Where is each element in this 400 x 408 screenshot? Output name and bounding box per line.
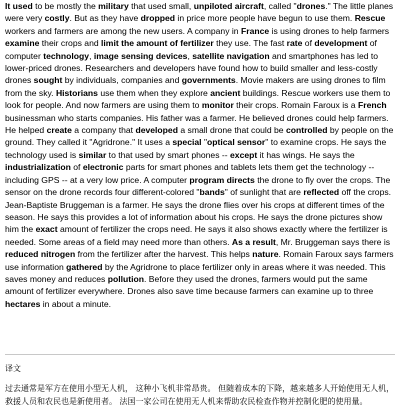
vocab-term: except — [230, 149, 258, 160]
vocab-term: drones — [296, 1, 326, 11]
vocab-term: pollution — [107, 273, 144, 284]
vocab-term: Historians — [55, 87, 98, 98]
article-text-run: a company that — [71, 125, 136, 136]
translation-label: 译文 — [5, 364, 21, 373]
vocab-term: limit the amount of fertilizer — [101, 38, 214, 49]
vocab-term: monitor — [201, 100, 234, 111]
vocab-term: optical sensor — [207, 137, 266, 148]
vocab-term: governments — [181, 75, 236, 86]
article-text-run: amount of fertilizer the crops need. He says it also shows exactly where the fertilizer is needed. Some areas of a field may need more than others. — [5, 224, 388, 247]
article-text-run: of — [302, 38, 315, 49]
vocab-term: rate — [286, 38, 303, 49]
article-text-run: they use. The fast — [213, 38, 287, 49]
article-text-run: off the crops. Jean-Baptiste Bruggeman is a farmer. He says the drone flies over his crops at different times of the season. He says this provides a lot of information about his crops. He says the drone pictures show him the — [5, 187, 392, 235]
vocab-term: electronic — [82, 162, 124, 173]
vocab-term: industrialization — [5, 162, 71, 173]
vocab-term: Rescue — [354, 13, 386, 24]
article-text-run: , Mr. Bruggeman says there is — [275, 236, 391, 247]
vocab-term: As a result — [231, 236, 276, 247]
article-text-run: workers and farmers are among the new users. A company in — [5, 25, 241, 36]
vocab-term: developed — [135, 125, 178, 136]
vocab-term: bands — [199, 187, 225, 198]
article-text-run: is using drones to help farmers — [269, 25, 390, 36]
article-paragraph — [5, 0, 397, 310]
article-text-run: in about a minute. — [40, 298, 112, 309]
vocab-term: nature — [252, 249, 279, 260]
article-text-run: . Before they used the drones, farmers would put the same amount of fertilizer everywhere. Drones also save time because farmers can examine up to three — [5, 273, 374, 297]
vocab-term: examine — [5, 38, 40, 49]
article-text-run: to be mostly the — [32, 1, 99, 11]
vocab-term: dropped — [140, 13, 176, 24]
vocab-term: development — [314, 38, 368, 49]
vocab-term: reflected — [303, 187, 340, 198]
section-divider — [5, 354, 395, 355]
article-text-run: . Movie makers are using drones to film from the sky. — [5, 75, 386, 98]
vocab-term: It used — [5, 1, 33, 11]
vocab-term: exact — [35, 224, 58, 235]
article-text-run: buildings. Rescue workers use them to look for people. And now farmers are using them to — [5, 87, 391, 111]
article-text-run: to that used by smart phones -- — [106, 149, 231, 160]
article-text-run: . But as they have — [69, 13, 141, 24]
translation-text: 过去通常是军方在使用小型无人机， 这种小飞机非常昂贵。 但随着成本的下降，越来越多人开始使用无人机，救援人员和农民也是新使用者。 法国一家公司在使用无人机来帮助农民检查作物并控制化肥的使用量。 — [5, 384, 395, 406]
article-text-run: " to examine crops. He says the technology used is — [5, 137, 387, 160]
article-text-run: in price more people have begun to use them. — [175, 13, 355, 24]
vocab-term: reduced nitrogen — [5, 249, 76, 260]
article-text-run: parts for smart phones and tablets lets them get the technology -- including GPS -- at a very low price. A computer — [5, 162, 375, 185]
article-text-run: a small drone that could be — [177, 125, 286, 136]
article-text-run: of computer — [5, 38, 377, 61]
article-text-run: " — [201, 137, 208, 148]
article-text-run: , — [89, 50, 94, 61]
vocab-term: create — [46, 125, 72, 136]
article-text-run: their crops and — [39, 38, 102, 49]
article-text-run: of — [70, 162, 83, 173]
article-text-run: that used small, — [128, 1, 194, 11]
vocab-term: gathered — [66, 261, 103, 272]
article-text-run: " of sunlight that are — [224, 187, 304, 198]
vocab-term: controlled — [285, 125, 328, 136]
article-text-run: , — [187, 50, 193, 61]
article-text-run: by the Agridrone to place fertilizer only in areas where it was needed. This saves money and reduces — [5, 261, 386, 284]
article-text-run: by individuals, companies and — [62, 75, 182, 86]
vocab-term: unpiloted aircraft — [193, 1, 264, 11]
vocab-term: similar — [78, 149, 107, 160]
vocab-term: sought — [33, 75, 63, 86]
vocab-term: France — [240, 25, 270, 36]
article-body — [5, 0, 397, 310]
article-text-run: businessman who starts companies. His father was a farmer. He believed drones could help farmers. He helped — [5, 112, 389, 136]
vocab-term: ancient — [210, 87, 241, 98]
vocab-term: hectares — [5, 298, 41, 309]
vocab-term: image sensing devices — [93, 50, 188, 61]
article-text-run: use them when they explore — [97, 87, 211, 98]
vocab-term: satellite navigation — [192, 50, 270, 61]
article-text-run: . Romain Faroux says farmers use information — [5, 249, 394, 272]
article-text-run: and smartphones has led to lower-priced drones. Researchers and developers have found how to build smaller and less-costly drones — [5, 50, 379, 86]
article-text-run: the drone to fly over the crops. The sensor on the drone records four different-colored " — [5, 174, 391, 198]
article-text-run: from the fertilizer after the harvest. This helps — [75, 249, 253, 260]
article-text-run: ." The little planes were very — [5, 1, 394, 24]
vocab-term: military — [98, 1, 129, 11]
vocab-term: French — [357, 100, 387, 111]
article-text-run: their crops. Romain Faroux is a — [233, 100, 358, 111]
article-text-run: by people on the ground. They called it "Agridrone." It uses a — [5, 125, 394, 148]
article-text-run: it has wings. He says the — [257, 149, 355, 160]
vocab-term: technology — [43, 50, 90, 61]
vocab-term: program directs — [189, 174, 255, 185]
vocab-term: costly — [44, 13, 70, 24]
article-text-run: , called " — [263, 1, 297, 11]
vocab-term: special — [172, 137, 202, 148]
